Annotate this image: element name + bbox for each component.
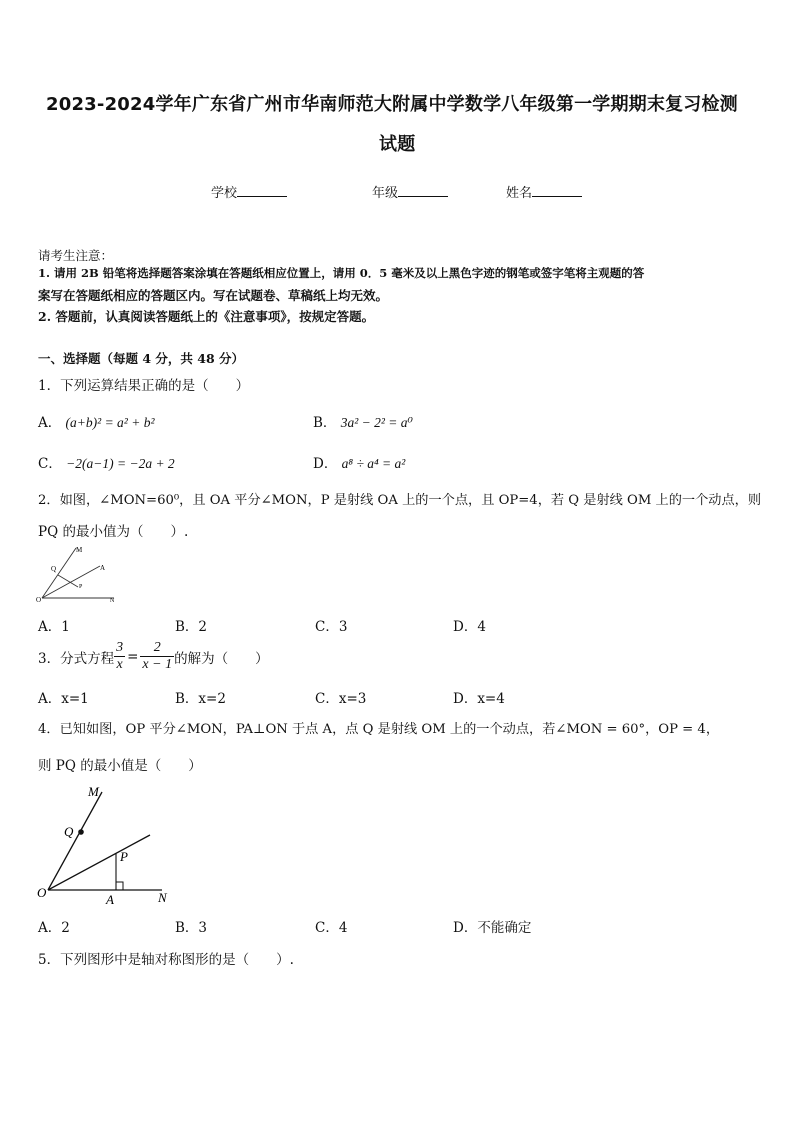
grade-label: 年级 — [372, 186, 399, 201]
q2-option-c: C．3 — [315, 619, 348, 635]
q4-right-angle-mark — [116, 882, 123, 890]
q1-option-a-expr: (a+b)² = a² + b² — [65, 415, 155, 430]
q3-option-a: A．x=1 — [38, 691, 89, 707]
q1-option-c-expr: −2(a−1) = −2a + 2 — [66, 456, 175, 471]
section-heading: 一、选择题（每题 4 分，共 48 分） — [38, 351, 245, 366]
notice-heading: 请考生注意： — [38, 248, 114, 263]
name-field — [506, 182, 582, 201]
q4-stem-line2: 则 PQ 的最小值是（ ） — [38, 758, 202, 774]
q1-option-c: C． −2(a−1) = −2a + 2 — [38, 456, 175, 472]
q3-option-c: C．x=3 — [315, 691, 367, 707]
q2-stem-line1: 2．如图，∠MON=60⁰，且 OA 平分∠MON，P 是射线 OA 上的一个点，且 OP=4，若 Q 是射线 OM 上的一个动点，则 — [38, 493, 762, 508]
q1-option-b-expr: 3a² − 2² = a⁰ — [340, 415, 413, 430]
q4-option-c: C．4 — [315, 920, 348, 936]
school-field — [211, 182, 287, 201]
grade-blank — [398, 184, 448, 197]
q5-stem: 5．下列图形中是轴对称图形的是（ ）. — [38, 952, 294, 968]
q2-label-q: Q — [51, 565, 57, 573]
q2-segment-pq — [58, 575, 78, 587]
school-label: 学校 — [211, 186, 238, 201]
q1-option-d: D． a⁸ ÷ a⁴ = a² — [313, 456, 406, 472]
q4-stem-line1: 4．已知如图，OP 平分∠MON，PA⊥ON 于点 A，点 Q 是射线 OM 上的一个动点，若∠MON = 60°，OP = 4， — [38, 722, 720, 737]
notice-item1-line1: 1. 请用 2B 铅笔将选择题答案涂填在答题纸相应位置上，请用 0．5 毫米及以上黑色字迹的钢笔或签字笔将主观题的答 — [38, 266, 645, 280]
q2-label-a: A — [100, 564, 106, 572]
q4-figure — [34, 780, 184, 908]
grade-field — [372, 182, 448, 201]
page-title-line1: 2023-2024学年广东省广州市华南师范大附属中学数学八年级第一学期期末复习检测 — [46, 94, 738, 115]
q2-ray-om — [42, 548, 76, 598]
q2-label-o: O — [36, 596, 42, 604]
q1-option-d-expr: a⁸ ÷ a⁴ = a² — [341, 456, 406, 471]
q2-figure — [36, 544, 126, 606]
q3-stem — [38, 640, 269, 673]
q4-label-a: A — [106, 892, 114, 907]
notice-item2: 2. 答题前，认真阅读答题纸上的《注意事项》，按规定答题。 — [38, 309, 375, 324]
q4-option-a: A．2 — [38, 920, 70, 936]
q2-stem-line2: PQ 的最小值为（ ）. — [38, 524, 189, 540]
q1-stem: 1．下列运算结果正确的是（ ） — [38, 378, 250, 394]
q2-label-p: P — [79, 584, 83, 590]
notice-item1-line2: 案写在答题纸相应的答题区内。写在试题卷、草稿纸上均无效。 — [38, 288, 389, 303]
school-blank — [237, 184, 287, 197]
q4-label-q: Q — [64, 824, 74, 839]
q4-label-m: M — [88, 784, 99, 799]
q4-option-d: D．不能确定 — [453, 920, 532, 936]
q4-option-b: B．3 — [175, 920, 208, 936]
q3-fraction-2: $\frac{2}{x - 1}$ — [142, 640, 173, 672]
q3-fraction-1: $\frac{3}{x}$ — [116, 640, 124, 672]
q2-label-n: N — [110, 598, 115, 604]
q3-stem-suffix: 的解为（ ） — [174, 650, 269, 667]
name-blank — [532, 184, 582, 197]
q4-label-p: P — [120, 849, 128, 864]
q2-option-b: B．2 — [175, 619, 208, 635]
q4-label-n: N — [158, 890, 167, 905]
q4-point-q — [78, 829, 84, 835]
page-title-line2: 试题 — [379, 134, 416, 155]
q2-label-m: M — [76, 546, 83, 554]
q3-option-d: D．x=4 — [453, 691, 505, 707]
q1-option-a: A． (a+b)² = a² + b² — [38, 415, 155, 431]
name-label: 姓名 — [506, 186, 533, 201]
q3-option-b: B．x=2 — [175, 691, 226, 707]
q3-stem-prefix: 3．分式方程 — [38, 650, 115, 667]
q2-option-a: A．1 — [38, 619, 70, 635]
q2-option-d: D．4 — [453, 619, 486, 635]
q1-option-b: B． 3a² − 2² = a⁰ — [313, 415, 413, 431]
q4-label-o: O — [37, 885, 47, 900]
q3-equals: = — [127, 648, 139, 665]
